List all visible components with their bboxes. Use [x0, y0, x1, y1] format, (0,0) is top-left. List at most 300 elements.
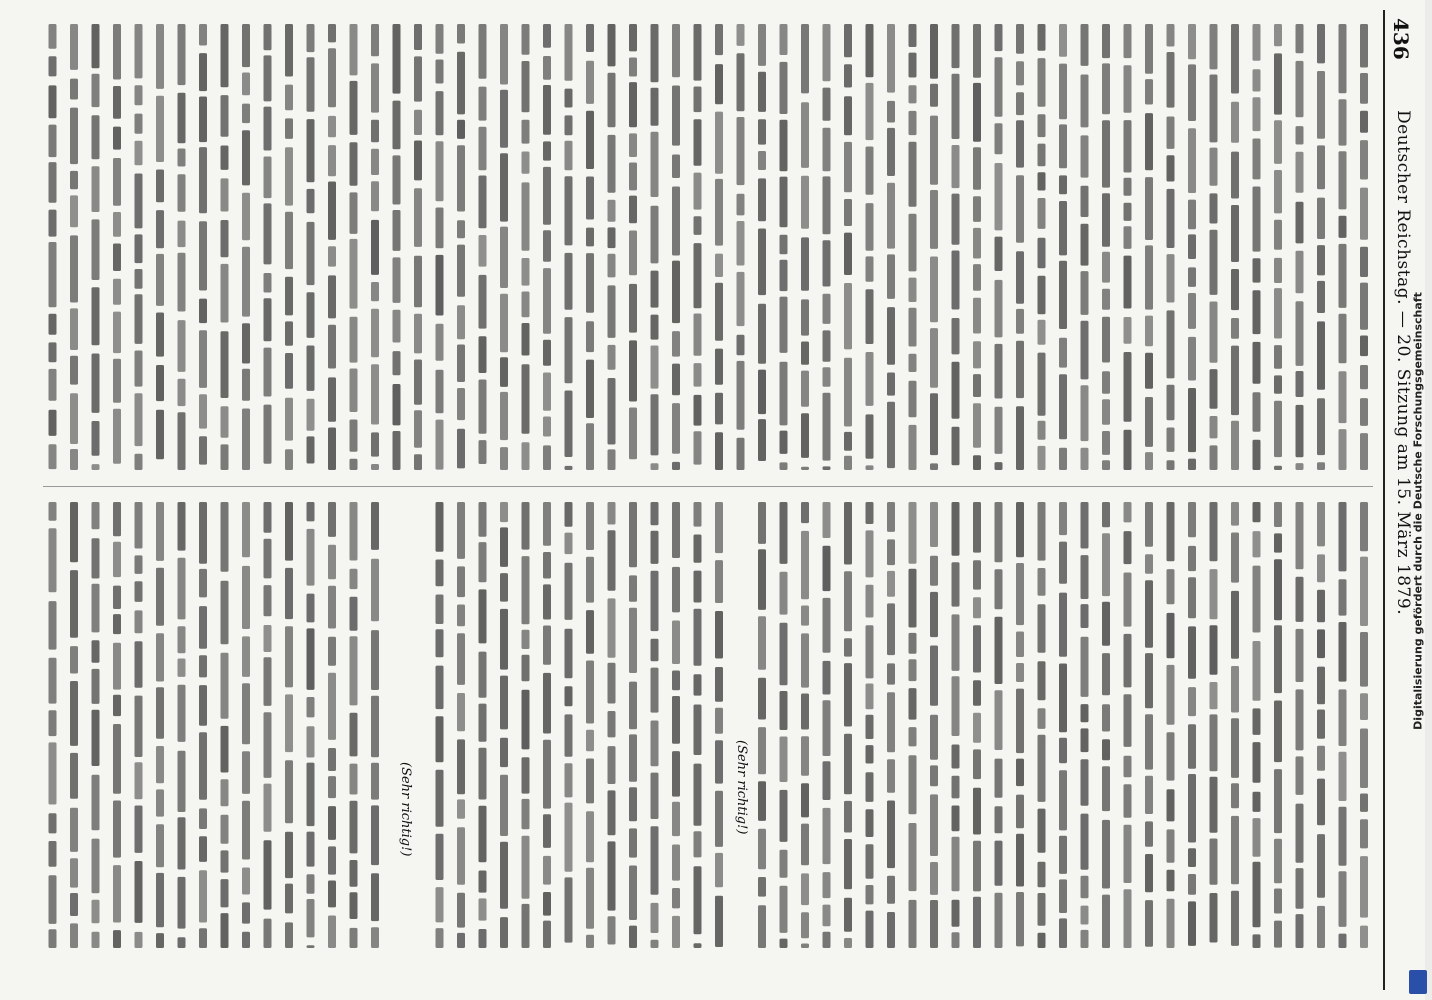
text-line-right	[1317, 779, 1325, 826]
text-line-right	[1339, 502, 1347, 571]
text-line-left	[608, 254, 616, 278]
text-line-left	[1274, 345, 1282, 369]
text-line-left	[350, 81, 358, 135]
text-line-left	[393, 210, 401, 251]
text-line-left	[70, 235, 78, 302]
text-line-right	[1145, 502, 1153, 547]
text-line-left	[350, 459, 358, 470]
text-line-left	[1059, 124, 1067, 168]
text-line-left	[780, 431, 788, 454]
text-line-right	[1059, 542, 1067, 584]
text-line-right	[371, 502, 379, 550]
text-line-left	[135, 141, 143, 166]
text-line-left	[1317, 145, 1325, 189]
text-line-right	[952, 837, 960, 892]
text-line-left	[1188, 64, 1196, 121]
text-line-right	[823, 502, 831, 538]
text-line-left	[1038, 144, 1046, 167]
text-line-left	[715, 283, 723, 341]
text-line-right	[156, 933, 164, 948]
text-line-right	[629, 828, 637, 857]
text-line-left	[1145, 245, 1153, 309]
text-line-right	[285, 922, 293, 948]
text-line-left	[1339, 99, 1347, 145]
text-line-left	[242, 369, 250, 401]
text-line-left	[844, 456, 852, 470]
text-line-left	[973, 455, 981, 470]
text-line-left	[1253, 342, 1261, 384]
text-line-left	[500, 392, 508, 440]
text-line-left	[92, 24, 100, 68]
text-line-right	[952, 776, 960, 799]
text-line-right	[909, 727, 917, 746]
text-line-right	[285, 760, 293, 823]
text-line-left	[479, 87, 487, 121]
text-line-right	[672, 567, 680, 613]
text-line-right	[436, 887, 444, 922]
text-line-left	[1145, 177, 1153, 240]
text-line-left	[1360, 188, 1368, 240]
text-line-left	[1081, 321, 1089, 380]
text-line-left	[823, 24, 831, 81]
text-line-left	[758, 370, 766, 415]
text-line-left	[92, 166, 100, 212]
text-line-right	[1102, 502, 1110, 527]
text-line-left	[307, 436, 315, 463]
text-line-left	[135, 351, 143, 387]
text-line-right	[866, 625, 874, 678]
text-line-left	[70, 356, 78, 385]
text-line-left	[1360, 283, 1368, 330]
text-line-right	[930, 765, 938, 786]
text-line-right	[995, 806, 1003, 833]
text-line-left	[995, 24, 1003, 51]
text-line-right	[328, 586, 336, 629]
text-line-right	[178, 626, 186, 653]
text-line-right	[758, 502, 766, 544]
text-line-left	[285, 85, 293, 111]
text-line-right	[1059, 879, 1067, 913]
text-line-left	[1145, 79, 1153, 104]
text-line-left	[715, 24, 723, 55]
text-line-left	[823, 240, 831, 286]
text-line-left	[221, 406, 229, 438]
text-line-left	[715, 349, 723, 385]
text-line-right	[135, 581, 143, 602]
text-line-right	[457, 933, 465, 948]
text-line-right	[887, 603, 895, 655]
text-line-left	[156, 254, 164, 306]
text-line-left	[328, 145, 336, 176]
text-line-right	[307, 763, 315, 827]
text-line-right	[586, 610, 594, 654]
text-line-right	[586, 868, 594, 929]
text-line-left	[629, 284, 637, 333]
text-line-left	[715, 254, 723, 277]
text-line-right	[1274, 701, 1282, 763]
text-line-left	[1274, 288, 1282, 338]
text-line-left	[909, 308, 917, 347]
text-line-right	[1167, 502, 1175, 561]
text-line-right	[307, 697, 315, 717]
text-line-right	[199, 870, 207, 922]
text-line-right	[844, 734, 852, 795]
text-line-left	[113, 312, 121, 354]
text-line-left	[49, 125, 57, 158]
text-line-left	[178, 412, 186, 470]
text-line-left	[1360, 247, 1368, 277]
text-line-right	[565, 563, 573, 620]
text-line-left	[1167, 189, 1175, 248]
text-line-left	[393, 24, 401, 94]
text-line-right	[1339, 871, 1347, 927]
text-line-right	[1188, 724, 1196, 769]
text-line-left	[1059, 374, 1067, 439]
text-line-right	[156, 746, 164, 783]
text-line-left	[973, 264, 981, 291]
text-line-right	[973, 560, 981, 589]
text-line-right	[1253, 531, 1261, 557]
text-line-left	[543, 230, 551, 261]
text-line-left	[522, 24, 530, 55]
text-line-right	[1339, 689, 1347, 746]
text-line-left	[522, 364, 530, 433]
text-line-right	[199, 606, 207, 649]
text-line-right	[866, 772, 874, 802]
text-line-right	[780, 939, 788, 948]
text-line-left	[414, 188, 422, 247]
text-line-right	[801, 633, 809, 687]
text-line-left	[307, 57, 315, 111]
text-line-right	[930, 794, 938, 856]
text-line-left	[500, 294, 508, 353]
text-line-left	[393, 384, 401, 425]
text-line-right	[1274, 625, 1282, 693]
text-line-left	[285, 353, 293, 389]
text-line-left	[113, 86, 121, 119]
text-line-left	[1059, 261, 1067, 329]
text-line-right	[866, 684, 874, 710]
text-line-left	[780, 120, 788, 172]
text-line-left	[178, 24, 186, 85]
text-line-left	[156, 410, 164, 460]
text-line-left	[1016, 406, 1024, 470]
text-line-right	[500, 842, 508, 909]
text-line-left	[952, 24, 960, 68]
text-line-right	[307, 832, 315, 867]
text-line-right	[350, 597, 358, 631]
text-line-left	[113, 359, 121, 403]
text-line-left	[457, 24, 465, 44]
text-line-left	[1016, 175, 1024, 242]
text-line-right	[135, 762, 143, 799]
text-line-right	[1016, 689, 1024, 754]
text-line-right	[522, 502, 530, 550]
text-line-left	[328, 24, 336, 42]
text-line-left	[457, 220, 465, 238]
text-line-left	[156, 24, 164, 89]
text-line-right	[801, 783, 809, 817]
digitization-credit-text: Digitalisierung gefördert durch die Deutsche Forschungsgemeinschaft	[1411, 292, 1425, 730]
text-line-left	[1296, 251, 1304, 293]
text-line-left	[780, 177, 788, 228]
text-line-left	[371, 309, 379, 358]
text-line-right	[457, 502, 465, 559]
text-line-right	[457, 693, 465, 731]
text-line-left	[49, 56, 57, 76]
text-line-left	[414, 360, 422, 405]
text-line-right	[1210, 682, 1218, 709]
text-line-left	[737, 24, 745, 46]
text-line-left	[844, 64, 852, 87]
text-line-left	[565, 176, 573, 245]
text-line-right	[844, 938, 852, 948]
text-line-left	[1102, 63, 1110, 114]
text-line-right	[522, 757, 530, 793]
text-line-left	[1145, 353, 1153, 389]
text-line-left	[49, 369, 57, 401]
text-line-right	[973, 597, 981, 618]
text-line-left	[1167, 385, 1175, 421]
text-line-left	[823, 176, 831, 234]
text-line-right	[479, 542, 487, 582]
text-line-right	[694, 866, 702, 934]
text-line-right	[49, 813, 57, 833]
text-line-left	[1231, 102, 1239, 143]
text-line-right	[565, 686, 573, 706]
text-line-right	[1081, 555, 1089, 599]
text-line-left	[909, 425, 917, 470]
text-line-right	[1167, 899, 1175, 948]
text-line-right	[758, 616, 766, 670]
text-line-right	[500, 775, 508, 836]
text-line-left	[715, 432, 723, 470]
text-line-right	[1296, 502, 1304, 569]
text-line-left	[156, 365, 164, 401]
text-line-right	[651, 531, 659, 564]
text-line-right	[1296, 804, 1304, 863]
text-line-left	[199, 330, 207, 388]
text-line-left	[135, 294, 143, 344]
text-line-right	[436, 560, 444, 587]
text-line-right	[307, 726, 315, 757]
text-line-left	[608, 24, 616, 66]
text-line-left	[457, 429, 465, 469]
text-line-right	[70, 646, 78, 673]
text-line-left	[135, 114, 143, 134]
text-line-left	[242, 130, 250, 185]
text-line-left	[522, 292, 530, 318]
text-line-right	[973, 841, 981, 892]
text-line-left	[930, 24, 938, 79]
text-line-left	[350, 24, 358, 75]
text-line-right	[1059, 836, 1067, 874]
text-line-right	[1145, 821, 1153, 846]
text-line-right	[543, 626, 551, 665]
text-line-right	[715, 560, 723, 603]
text-line-left	[995, 237, 1003, 271]
text-line-left	[1038, 238, 1046, 269]
text-line-right	[371, 927, 379, 948]
text-line-left	[414, 314, 422, 354]
text-line-left	[135, 269, 143, 289]
text-line-right	[328, 545, 336, 580]
text-line-left	[1016, 251, 1024, 304]
text-line-left	[1167, 310, 1175, 378]
text-line-right	[1167, 665, 1175, 725]
text-line-left	[780, 297, 788, 353]
text-line-left	[651, 88, 659, 126]
text-line-left	[113, 212, 121, 237]
text-line-left	[543, 445, 551, 470]
text-line-left	[1188, 388, 1196, 452]
text-line-left	[887, 101, 895, 123]
text-line-right	[1102, 820, 1110, 889]
text-line-right	[952, 562, 960, 606]
text-line-right	[92, 900, 100, 924]
text-line-left	[801, 237, 809, 290]
text-line-right	[1038, 502, 1046, 561]
text-line-left	[651, 24, 659, 82]
text-line-left	[242, 24, 250, 67]
text-line-left	[887, 254, 895, 299]
text-line-right	[1102, 766, 1110, 811]
text-line-left	[1038, 172, 1046, 190]
text-line-left	[844, 96, 852, 135]
text-line-left	[92, 354, 100, 413]
column-divider	[43, 486, 1373, 487]
text-line-right	[285, 626, 293, 687]
text-line-left	[1145, 113, 1153, 170]
text-line-right	[436, 595, 444, 625]
text-line-left	[285, 147, 293, 205]
text-line-right	[199, 502, 207, 564]
text-line-left	[178, 221, 186, 248]
text-line-right	[543, 740, 551, 809]
text-line-left	[70, 108, 78, 165]
text-line-left	[242, 104, 250, 124]
text-line-right	[178, 659, 186, 677]
text-line-left	[436, 60, 444, 84]
text-line-right	[715, 791, 723, 847]
text-line-right	[672, 802, 680, 836]
text-line-left	[436, 141, 444, 201]
text-line-left	[1145, 397, 1153, 447]
text-line-right	[887, 876, 895, 904]
text-line-left	[565, 24, 573, 81]
text-line-right	[307, 874, 315, 893]
text-line-left	[973, 24, 981, 78]
text-line-left	[672, 155, 680, 179]
text-lines-left	[43, 22, 1373, 474]
text-line-right	[113, 930, 121, 948]
text-line-left	[1188, 24, 1196, 59]
text-line-left	[70, 171, 78, 189]
text-line-right	[1016, 563, 1024, 625]
text-line-left	[113, 127, 121, 150]
text-line-left	[328, 275, 336, 318]
text-line-right	[285, 884, 293, 914]
text-line-left	[1188, 293, 1196, 329]
text-line-right	[995, 690, 1003, 750]
text-line-left	[952, 362, 960, 419]
text-line-left	[694, 243, 702, 308]
text-line-right	[221, 581, 229, 645]
text-line-left	[694, 363, 702, 387]
text-line-right	[1317, 667, 1325, 705]
text-line-left	[242, 409, 250, 471]
text-line-left	[307, 346, 315, 391]
text-line-right	[995, 569, 1003, 609]
text-line-right	[844, 839, 852, 889]
text-line-right	[844, 571, 852, 631]
text-line-left	[199, 97, 207, 143]
text-line-left	[694, 395, 702, 426]
text-line-left	[801, 371, 809, 407]
page-number: 436	[1389, 18, 1413, 60]
text-line-right	[543, 584, 551, 619]
text-line-right	[285, 502, 293, 561]
text-line-right	[479, 806, 487, 862]
text-line-left	[328, 325, 336, 369]
text-line-left	[1360, 365, 1368, 389]
text-line-left	[1167, 254, 1175, 302]
text-line-right	[135, 641, 143, 688]
text-line-right	[307, 628, 315, 690]
text-line-right	[242, 566, 250, 629]
text-line-right	[823, 700, 831, 756]
text-line-right	[156, 824, 164, 867]
text-line-left	[1124, 203, 1132, 221]
text-line-right	[328, 637, 336, 666]
text-line-left	[1210, 24, 1218, 69]
text-line-right	[1231, 783, 1239, 808]
text-line-right	[1124, 531, 1132, 564]
text-line-right	[823, 872, 831, 898]
text-line-right	[264, 657, 272, 706]
text-line-right	[780, 737, 788, 783]
text-line-left	[1317, 398, 1325, 455]
text-line-left	[1016, 24, 1024, 54]
text-line-left	[436, 324, 444, 361]
text-line-left	[371, 432, 379, 456]
text-line-right	[973, 749, 981, 779]
text-line-left	[1274, 375, 1282, 393]
text-line-right	[887, 912, 895, 948]
text-line-left	[328, 377, 336, 421]
text-line-left	[909, 278, 917, 302]
text-line-left	[328, 116, 336, 137]
text-line-right	[328, 806, 336, 840]
text-line-left	[1253, 69, 1261, 91]
text-line-left	[1296, 126, 1304, 144]
text-line-right	[1253, 502, 1261, 522]
text-line-left	[1059, 175, 1067, 194]
text-line-right	[457, 566, 465, 597]
text-line-left	[1296, 371, 1304, 397]
text-line-left	[178, 174, 186, 212]
text-line-left	[1016, 92, 1024, 115]
header-rule	[1383, 10, 1385, 990]
text-line-right	[1102, 895, 1110, 948]
text-line-right	[672, 751, 680, 797]
text-line-right	[350, 764, 358, 795]
text-line-right	[608, 530, 616, 591]
text-line-right	[1360, 693, 1368, 720]
text-line-left	[1038, 446, 1046, 470]
text-line-left	[543, 268, 551, 334]
text-line-left	[522, 442, 530, 470]
